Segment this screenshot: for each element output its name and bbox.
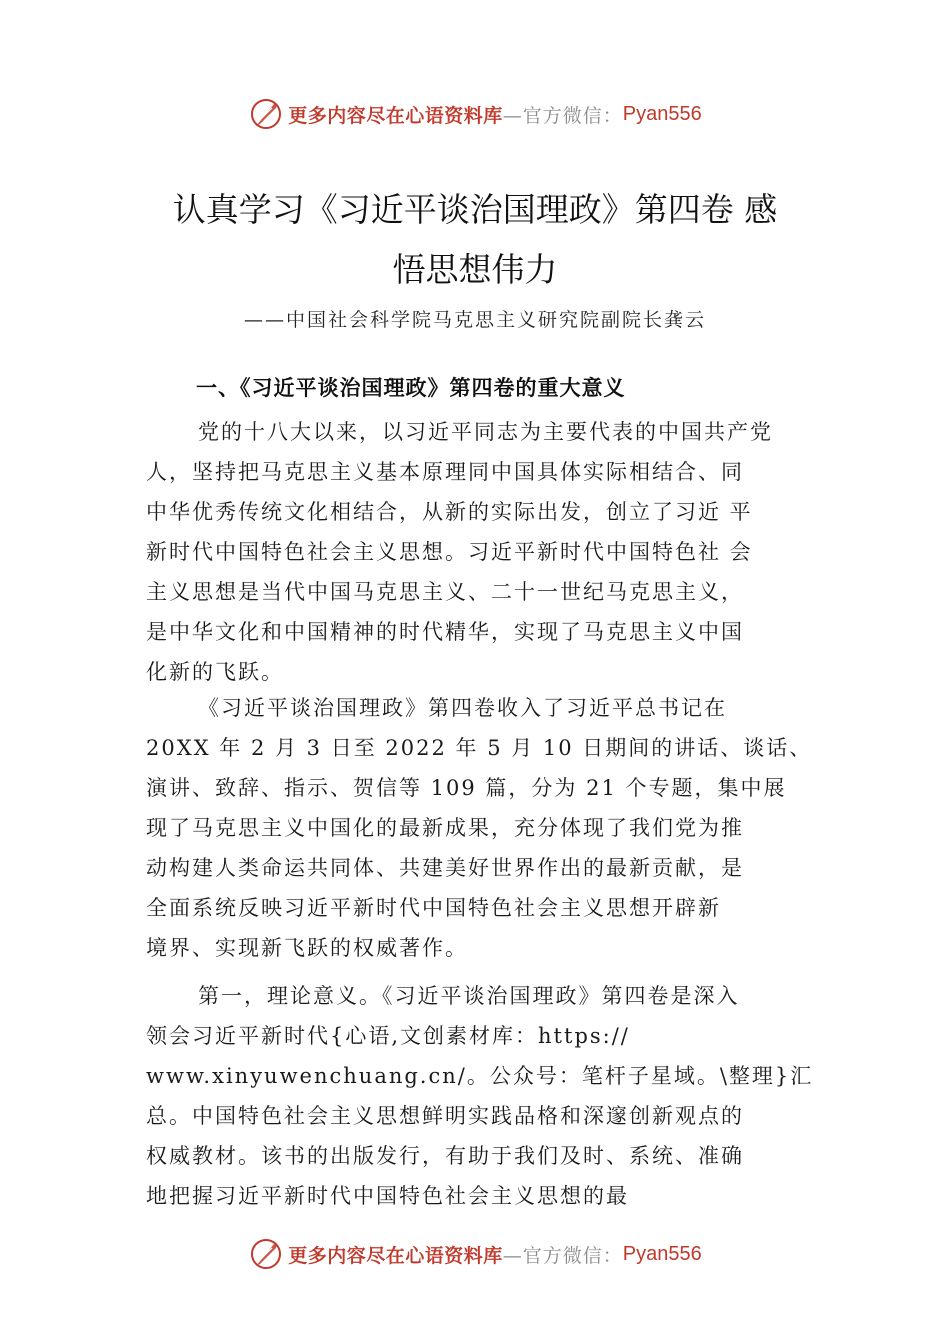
feather-logo-icon xyxy=(248,96,284,132)
paragraph-line: 现了马克思主义中国化的最新成果，充分体现了我们党为推 xyxy=(146,816,744,840)
document-title xyxy=(140,180,810,300)
paragraph-line: 总。中国特色社会主义思想鲜明实践品格和深邃创新观点的 xyxy=(146,1104,744,1128)
paragraph-line: 党的十八大以来，以习近平同志为主要代表的中国共产党 xyxy=(198,420,773,444)
paragraph-line: 主义思想是当代中国马克思主义、二十一世纪马克思主义， xyxy=(146,580,744,604)
section-heading: 一、《习近平谈治国理政》第四卷的重大意义 xyxy=(196,376,626,400)
title-line-2: 悟思想伟力 xyxy=(392,250,558,289)
paragraph-line: 新时代中国特色社会主义思想。习近平新时代中国特色社 会 xyxy=(146,540,753,564)
banner-wechat-id: Pyan556 xyxy=(622,1242,702,1265)
paragraph-line: 化新的飞跃。 xyxy=(146,660,284,684)
paragraph-line: 中华优秀传统文化相结合，从新的实际出发，创立了习近 平 xyxy=(146,500,753,524)
paragraph-line: 20XX 年 2 月 3 日至 2022 年 5 月 10 日期间的讲话、谈话、 xyxy=(146,736,813,760)
banner-grey-text: —官方微信： xyxy=(502,1244,623,1267)
document-subtitle: ——中国社会科学院马克思主义研究院副院长龚云 xyxy=(243,309,706,331)
paragraph-3 xyxy=(146,976,836,1216)
footer-watermark-banner xyxy=(0,1234,950,1274)
paragraph-line: 第一，理论意义。《习近平谈治国理政》第四卷是深入 xyxy=(198,984,740,1008)
feather-logo-icon xyxy=(248,1236,284,1272)
paragraph-line: 境界、实现新飞跃的权威著作。 xyxy=(146,936,468,960)
paragraph-line: 动构建人类命运共同体、共建美好世界作出的最新贡献，是 xyxy=(146,856,744,880)
paragraph-line: 权威教材。该书的出版发行，有助于我们及时、系统、准确 xyxy=(146,1144,744,1168)
banner-wechat-id: Pyan556 xyxy=(622,102,702,125)
paragraph-line: 全面系统反映习近平新时代中国特色社会主义思想开辟新 xyxy=(146,896,721,920)
paragraph-line: 人，坚持把马克思主义基本原理同中国具体实际相结合、同 xyxy=(146,460,744,484)
paragraph-line: 领会习近平新时代{心语,文创素材库：https:// xyxy=(146,1024,630,1048)
paragraph-1 xyxy=(146,412,836,692)
header-watermark-banner xyxy=(0,94,950,134)
banner-red-text: 更多内容尽在心语资料库 xyxy=(288,104,503,127)
title-line-1: 认真学习《习近平谈治国理政》第四卷 感 xyxy=(172,190,778,229)
paragraph-line: 演讲、致辞、指示、贺信等 109 篇，分为 21 个专题，集中展 xyxy=(146,776,787,800)
paragraph-line: 地把握习近平新时代中国特色社会主义思想的最 xyxy=(146,1184,629,1208)
banner-grey-text: —官方微信： xyxy=(502,104,623,127)
banner-red-text: 更多内容尽在心语资料库 xyxy=(288,1244,503,1267)
paragraph-2 xyxy=(146,688,836,968)
paragraph-line: www.xinyuwenchuang.cn/。公众号：笔杆子星域。\整理}汇 xyxy=(146,1064,814,1088)
paragraph-line: 是中华文化和中国精神的时代精华，实现了马克思主义中国 xyxy=(146,620,744,644)
paragraph-line: 《习近平谈治国理政》第四卷收入了习近平总书记在 xyxy=(198,696,727,720)
